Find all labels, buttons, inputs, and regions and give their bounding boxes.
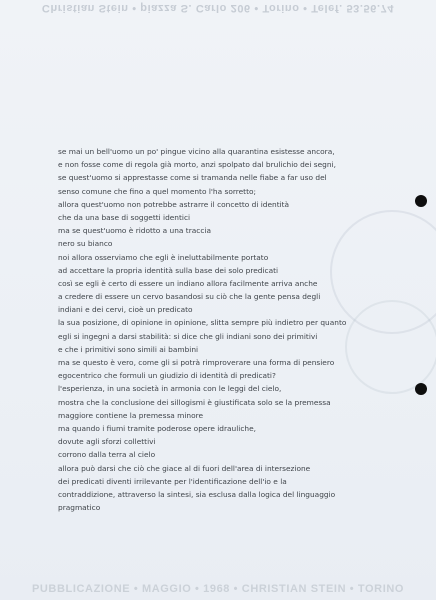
text-line: egocentrico che formuli un giudizio di identità di predicati?: [58, 371, 276, 381]
text-line: l'esperienza, in una società in armonia con le leggi del cielo,: [58, 384, 282, 394]
text-line: maggiore contiene la premessa minore: [58, 410, 204, 420]
text-line: ma quando i fiumi tramite poderose opere idrauliche,: [58, 423, 256, 433]
text-line: dovute agli sforzi collettivi: [58, 437, 156, 447]
footer-show-through: PUBBLICAZIONE • MAGGIO • 1968 • CHRISTIAN STEIN • TORINO: [31, 583, 405, 595]
text-line: ma se questo è vero, come gli si potrà rimproverare una forma di pensiero: [58, 358, 335, 367]
text-line: contraddizione, attraverso la sintesi, sia esclusa dalla logica del linguaggio: [58, 489, 336, 499]
text-line: noi allora osserviamo che egli è ineluttabilmente portato: [58, 252, 269, 262]
text-line: e non fosse come di regola già morto, anzi spolpato dal brulichio dei segni,: [58, 160, 336, 170]
punch-hole-bottom: [415, 383, 427, 395]
punch-hole-top: [415, 195, 427, 207]
text-line: se quest'uomo si apprestasse come si tramanda nelle fiabe a far uso del: [58, 173, 327, 183]
text-line: senso comune che fino a quel momento l'ha sorretto;: [58, 186, 256, 196]
text-line: nero su bianco: [58, 239, 113, 249]
text-line: così se egli è certo di essere un indiano allora facilmente arriva anche: [58, 278, 318, 288]
text-line: egli si ingegni a darsi stabilità: si dice che gli indiani sono dei primitivi: [58, 331, 318, 341]
text-line: mostra che la conclusione dei sillogismi è giustificata solo se la premessa: [58, 397, 331, 407]
body-text: [58, 145, 378, 514]
text-line: allora quest'uomo non potrebbe astrarre il concetto di identità: [58, 199, 290, 209]
text-line: se mai un bell'uomo un po' pingue vicino alla quarantina esistesse ancora,: [58, 147, 335, 156]
text-line: pragmatico: [58, 503, 101, 513]
text-line: corrono dalla terra al cielo: [58, 450, 156, 460]
text-line: la sua posizione, di opinione in opinione, slitta sempre più indietro per quanto: [58, 318, 347, 328]
text-line: allora può darsi che ciò che giace al di fuori dell'area di intersezione: [58, 463, 311, 473]
text-line: e che i primitivi sono simili ai bambini: [58, 344, 199, 354]
text-line: ma se quest'uomo è ridotto a una traccia: [58, 226, 211, 236]
text-line: a credere di essere un cervo basandosi su ciò che la gente pensa degli: [58, 292, 321, 302]
letterhead-show-through: Christian Stein • piazza S. Carlo 206 • Torino • Telef. 53.56.74: [41, 2, 395, 14]
text-line: indiani e dei cervi, cioè un predicato: [58, 305, 193, 315]
text-line: ad accettare la propria identità sulla base dei solo predicati: [58, 265, 279, 275]
text-line: che da una base di soggetti identici: [58, 212, 191, 222]
text-line: dei predicati diventi irrilevante per l'identificazione dell'io e la: [58, 476, 287, 486]
